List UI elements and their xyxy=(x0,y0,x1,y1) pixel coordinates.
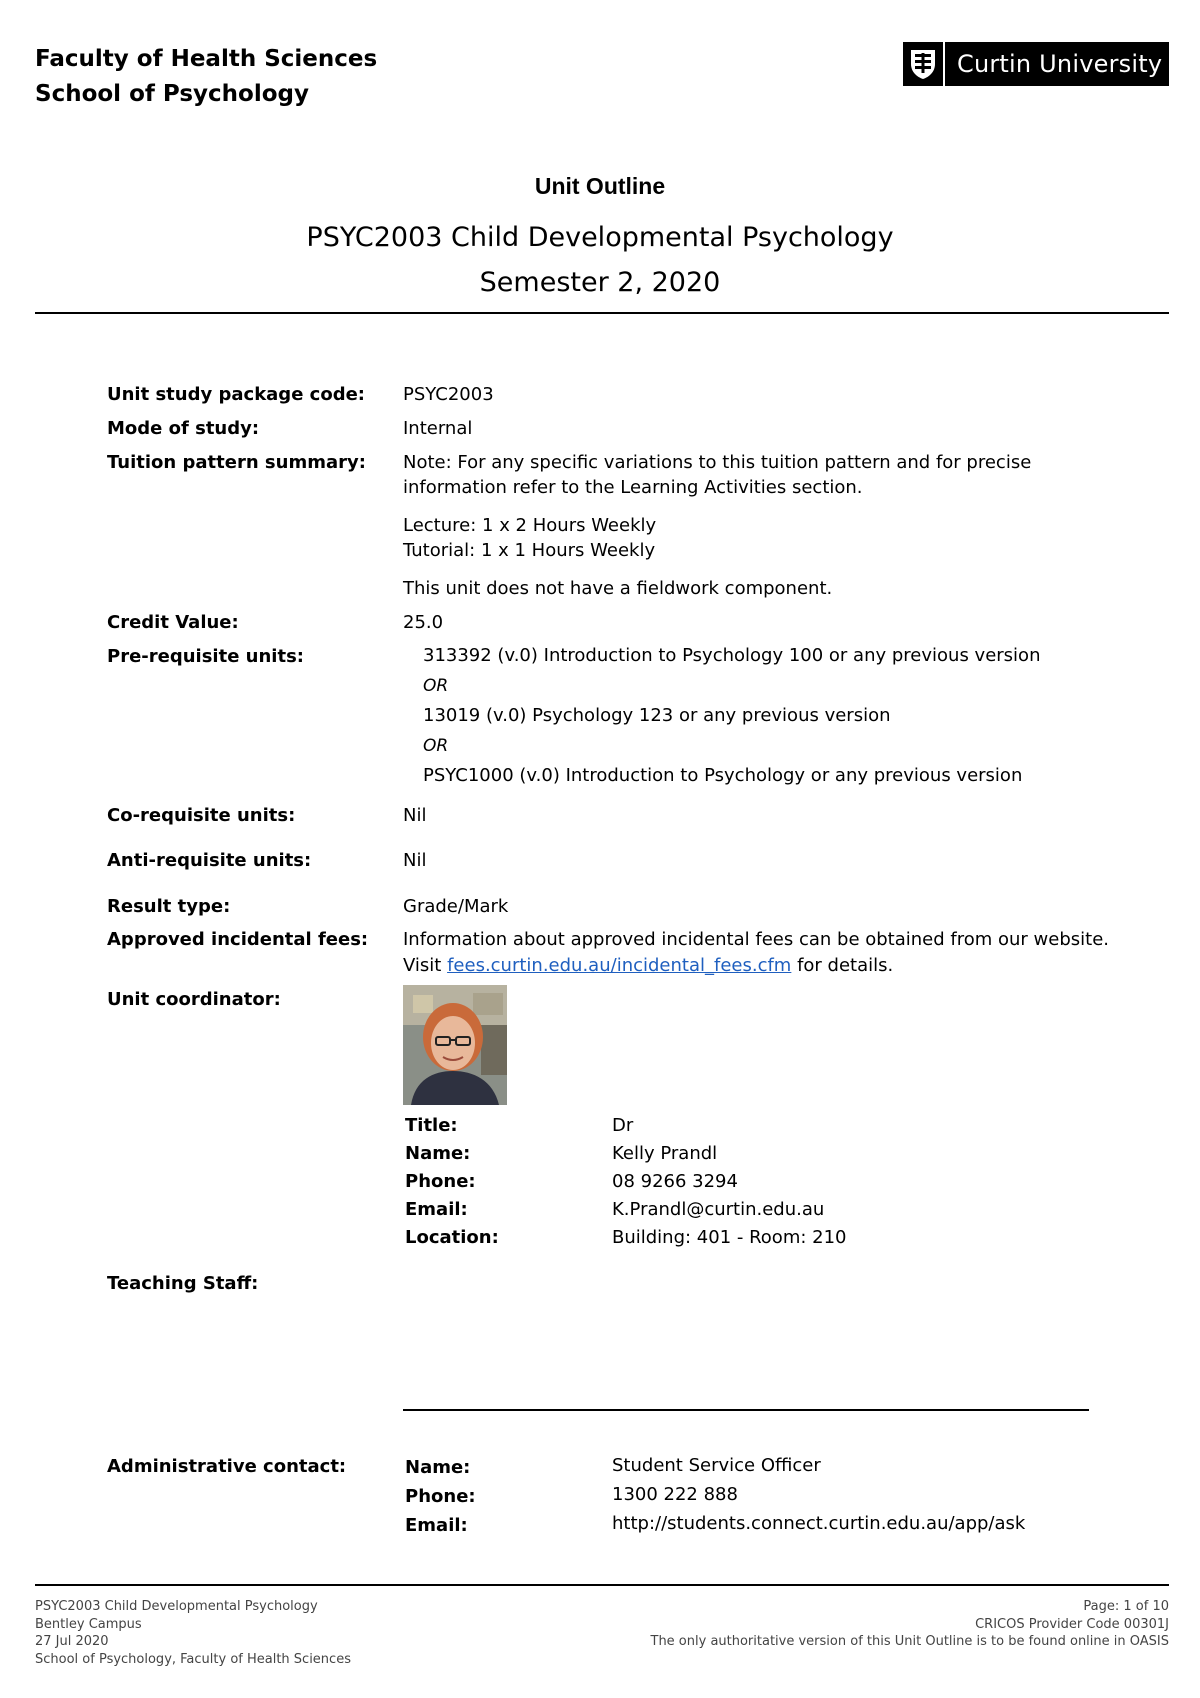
fees-after-text: for details. xyxy=(791,955,894,976)
footer-right xyxy=(651,1598,1170,1651)
admin-name-label: Name: xyxy=(405,1457,471,1478)
result-type-label: Result type: xyxy=(107,896,231,917)
footer-page-number: Page: 1 of 10 xyxy=(1083,1599,1169,1614)
credit-label: Credit Value: xyxy=(107,612,239,633)
result-type-value: Grade/Mark xyxy=(403,896,509,917)
fieldwork-note: This unit does not have a fieldwork component. xyxy=(403,578,833,599)
document-type-title: Unit Outline xyxy=(534,173,666,199)
teaching-staff-label: Teaching Staff: xyxy=(107,1273,259,1294)
header-divider xyxy=(35,312,1169,314)
school-name: School of Psychology xyxy=(35,81,309,107)
footer-authority-note: The only authoritative version of this Unit Outline is to be found online in OASIS xyxy=(650,1634,1169,1649)
mode-value: Internal xyxy=(403,418,473,439)
coordinator-label: Unit coordinator: xyxy=(107,989,281,1010)
credit-value: 25.0 xyxy=(403,612,444,633)
admin-phone-label: Phone: xyxy=(405,1486,476,1507)
footer-unit: PSYC2003 Child Developmental Psychology xyxy=(35,1599,318,1614)
antireq-value: Nil xyxy=(403,850,427,871)
footer-school: School of Psychology, Faculty of Health Sciences xyxy=(35,1651,351,1667)
unit-title: PSYC2003 Child Developmental Psychology xyxy=(306,222,894,253)
fees-visit-line xyxy=(403,955,893,976)
coord-phone-label: Phone: xyxy=(405,1171,476,1192)
package-code-label: Unit study package code: xyxy=(107,384,365,405)
coreq-value: Nil xyxy=(403,805,427,826)
coord-email-label: Email: xyxy=(405,1199,468,1220)
package-code-value: PSYC2003 xyxy=(403,384,494,405)
tuition-label: Tuition pattern summary: xyxy=(107,452,366,473)
staff-divider xyxy=(403,1409,1089,1411)
fees-info: Information about approved incidental fees can be obtained from our website. xyxy=(403,929,1109,950)
prereq-or-1: OR xyxy=(423,676,449,696)
faculty-heading xyxy=(35,42,377,112)
fees-label: Approved incidental fees: xyxy=(107,929,369,950)
footer-date: 27 Jul 2020 xyxy=(35,1634,109,1649)
tuition-note-2: information refer to the Learning Activities section. xyxy=(403,477,863,498)
tutorial-pattern: Tutorial: 1 x 1 Hours Weekly xyxy=(403,540,656,561)
coord-phone-value: 08 9266 3294 xyxy=(612,1171,738,1192)
footer-cricos: CRICOS Provider Code 00301J xyxy=(975,1616,1169,1632)
admin-email-value: http://students.connect.curtin.edu.au/app/ask xyxy=(612,1513,1026,1534)
coord-location-label: Location: xyxy=(405,1227,499,1248)
prereq-1: 313392 (v.0) Introduction to Psychology 100 or any previous version xyxy=(423,645,1041,666)
crest-icon xyxy=(903,42,945,86)
antireq-label: Anti-requisite units: xyxy=(107,850,312,871)
lecture-pattern: Lecture: 1 x 2 Hours Weekly xyxy=(403,515,657,536)
admin-phone-value: 1300 222 888 xyxy=(612,1484,738,1505)
curtin-logo xyxy=(903,42,1169,86)
mode-label: Mode of study: xyxy=(107,418,260,439)
admin-email-label: Email: xyxy=(405,1515,468,1536)
coordinator-photo xyxy=(403,985,507,1105)
footer-campus: Bentley Campus xyxy=(35,1616,142,1632)
footer-left xyxy=(35,1598,351,1668)
prereq-or-2: OR xyxy=(423,736,449,756)
faculty-name: Faculty of Health Sciences xyxy=(35,46,378,72)
prereq-3: PSYC1000 (v.0) Introduction to Psychology or any previous version xyxy=(423,765,1023,786)
coord-location-value: Building: 401 - Room: 210 xyxy=(612,1227,847,1248)
fees-visit-text: Visit xyxy=(403,955,448,976)
coord-title-label: Title: xyxy=(405,1115,458,1136)
semester-title: Semester 2, 2020 xyxy=(479,267,721,298)
fees-link[interactable]: fees.curtin.edu.au/incidental_fees.cfm xyxy=(447,955,792,976)
logo-text: Curtin University xyxy=(957,50,1163,78)
prereq-2: 13019 (v.0) Psychology 123 or any previous version xyxy=(423,705,891,726)
tuition-note-1: Note: For any specific variations to this tuition pattern and for precise xyxy=(403,452,1032,473)
coord-title-value: Dr xyxy=(612,1115,634,1136)
footer-divider xyxy=(35,1584,1169,1586)
admin-name-value: Student Service Officer xyxy=(612,1455,821,1476)
coord-name-label: Name: xyxy=(405,1143,471,1164)
coreq-label: Co-requisite units: xyxy=(107,805,296,826)
prereq-label: Pre-requisite units: xyxy=(107,646,304,667)
coord-name-value: Kelly Prandl xyxy=(612,1143,718,1164)
coord-email-value: K.Prandl@curtin.edu.au xyxy=(612,1199,825,1220)
admin-contact-label: Administrative contact: xyxy=(107,1456,347,1477)
